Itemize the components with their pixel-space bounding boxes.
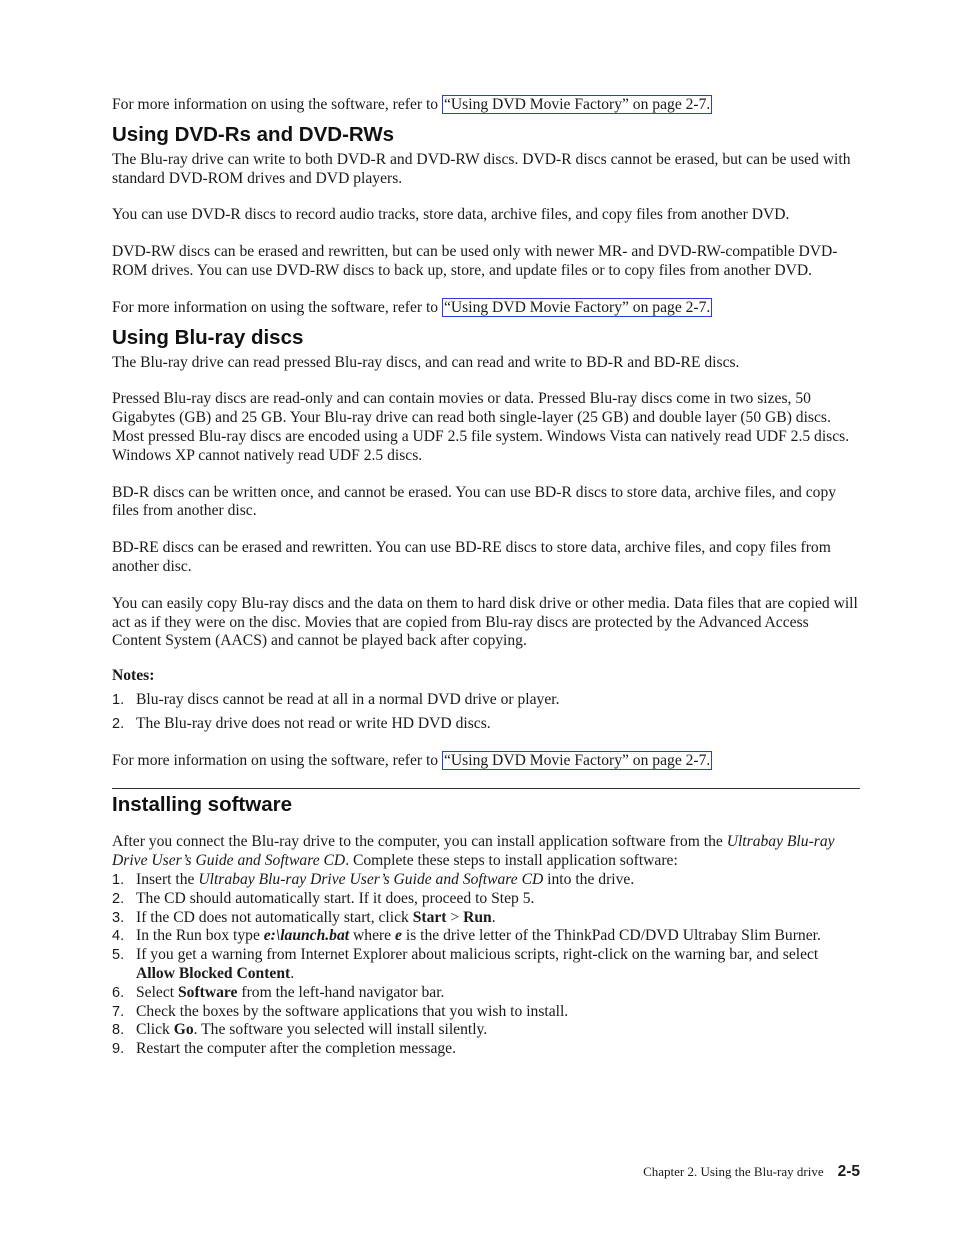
chapter-title: Chapter 2. Using the Blu-ray drive [643, 1164, 824, 1179]
step-number: 6. [112, 984, 125, 1001]
paragraph: You can easily copy Blu-ray discs and the data on them to hard disk drive or other media. Data files that are copied will act as if they were on the disc. Movies that are copied from Blu-ray discs are protected by the Advanced Access Content System (AACS) and cannot be played back after copying. [112, 594, 858, 650]
step-text: Restart the computer after the completion message. [136, 1040, 456, 1058]
paragraph: Pressed Blu-ray discs are read-only and can contain movies or data. Pressed Blu-ray discs come in two sizes, 50 Gigabytes (GB) and 25 GB. Your Blu-ray drive can read both single-layer (25 GB) and double layer (50 GB) discs. Most pressed Blu-ray discs are encoded using a UDF 2.5 file system. Windows Vista can natively read UDF 2.5 discs. Windows XP cannot natively read UDF 2.5 discs. [112, 390, 850, 464]
step-text: . [290, 964, 295, 982]
step-number: 1. [112, 871, 125, 888]
step-text: is the drive letter of the ThinkPad CD/DVD Ultrabay Slim Burner. [401, 927, 821, 945]
step-text: . [491, 908, 496, 926]
step-text: from the left-hand navigator bar. [237, 983, 445, 1001]
ui-term-run: Run [463, 908, 492, 926]
more-info-text: For more information on using the software, refer to [112, 96, 442, 113]
more-info-text: For more information on using the software, refer to [112, 751, 442, 769]
paragraph: The Blu-ray drive can write to both DVD-R and DVD-RW discs. DVD-R discs cannot be erased, but can be used with standard DVD-ROM drives and DVD players. [112, 150, 851, 187]
step-item [112, 890, 860, 909]
intro-text: . Complete these steps to install application software: [345, 852, 678, 870]
dvd-movie-factory-link[interactable]: “Using DVD Movie Factory” on page 2-7. [443, 298, 711, 316]
step-item [112, 984, 860, 1003]
step-text: Click [136, 1021, 174, 1039]
notes-title: Notes: [112, 667, 155, 685]
section-divider [112, 788, 860, 789]
cd-title: Ultrabay Blu-ray Drive User’s Guide and Software CD [112, 833, 835, 870]
step-number: 3. [112, 909, 125, 926]
document-body [112, 96, 860, 1059]
step-number: 5. [112, 947, 125, 964]
step-number: 4. [112, 928, 125, 945]
list-number: 1. [112, 691, 125, 708]
step-text: where [349, 927, 395, 945]
ui-term-go: Go [173, 1021, 194, 1039]
step-text: In the Run box type [136, 927, 264, 945]
page-footer [622, 1162, 860, 1182]
notes-list [112, 691, 860, 734]
step-number: 8. [112, 1022, 125, 1039]
ui-term-allow-blocked: Allow Blocked Content [136, 964, 291, 982]
step-text: > [446, 908, 464, 926]
section-heading-dvd: Using DVD-Rs and DVD-RWs [112, 122, 395, 146]
install-intro [112, 833, 860, 871]
dvd-movie-factory-link[interactable]: “Using DVD Movie Factory” on page 2-7. [443, 751, 711, 769]
paragraph: You can use DVD-R discs to record audio tracks, store data, archive files, and copy files from another DVD. [112, 206, 790, 224]
step-item [112, 927, 860, 946]
install-section [112, 793, 860, 1059]
step-text: . The software you selected will install silently. [193, 1021, 488, 1039]
intro-text: After you connect the Blu-ray drive to the computer, you can install application software from the [112, 833, 727, 851]
command-text: e:\launch.bat [263, 927, 350, 945]
step-text: Insert the [136, 870, 199, 888]
step-text: into the drive. [543, 870, 635, 888]
step-text: The CD should automatically start. If it does, proceed to Step 5. [136, 889, 535, 907]
paragraph: BD-R discs can be written once, and cannot be erased. You can use BD-R discs to store data, archive files, and copy files from another disc. [112, 483, 837, 520]
step-item [112, 1040, 860, 1059]
list-number: 2. [112, 715, 125, 732]
list-text: Blu-ray discs cannot be read at all in a normal DVD drive or player. [136, 690, 560, 708]
step-number: 2. [112, 890, 125, 907]
step-item [112, 946, 860, 984]
install-steps [112, 871, 860, 1059]
page-number: 2-5 [837, 1163, 860, 1180]
list-item [112, 715, 860, 734]
list-item [112, 691, 860, 710]
list-text: The Blu-ray drive does not read or write HD DVD discs. [136, 714, 491, 732]
step-text: Check the boxes by the software applications that you wish to install. [136, 1002, 569, 1020]
cd-title: Ultrabay Blu-ray Drive User’s Guide and Software CD [198, 870, 544, 888]
ui-term-software: Software [178, 983, 238, 1001]
bluray-more-info [112, 752, 860, 771]
step-item [112, 1021, 860, 1040]
step-number: 9. [112, 1041, 125, 1058]
section-heading-bluray: Using Blu-ray discs [112, 325, 304, 349]
dvd-more-info [112, 299, 860, 318]
step-text: Select [136, 983, 178, 1001]
step-item [112, 909, 860, 928]
paragraph: The Blu-ray drive can read pressed Blu-ray discs, and can read and write to BD-R and BD-RE discs. [112, 353, 740, 371]
paragraph: BD-RE discs can be erased and rewritten. You can use BD-RE discs to store data, archive files, and copy files from another disc. [112, 539, 831, 575]
step-number: 7. [112, 1003, 125, 1020]
paragraph: DVD-RW discs can be erased and rewritten, but can be used only with newer MR- and DVD-RW-compatible DVD-ROM drives. You can use DVD-RW discs to back up, store, and update files or to copy files from another DVD. [112, 243, 838, 279]
more-info-text: For more information on using the software, refer to [112, 298, 442, 316]
step-item [112, 1003, 860, 1022]
section-heading-install: Installing software [112, 793, 292, 817]
variable-text: e [395, 927, 402, 945]
ui-term-start: Start [412, 908, 447, 926]
step-text: If you get a warning from Internet Explorer about malicious scripts, right-click on the warning bar, and select [136, 946, 819, 964]
step-item [112, 871, 860, 890]
intro-more-info [112, 96, 860, 115]
dvd-movie-factory-link[interactable]: “Using DVD Movie Factory” on page 2-7. [443, 96, 711, 113]
step-text: If the CD does not automatically start, click [136, 908, 413, 926]
